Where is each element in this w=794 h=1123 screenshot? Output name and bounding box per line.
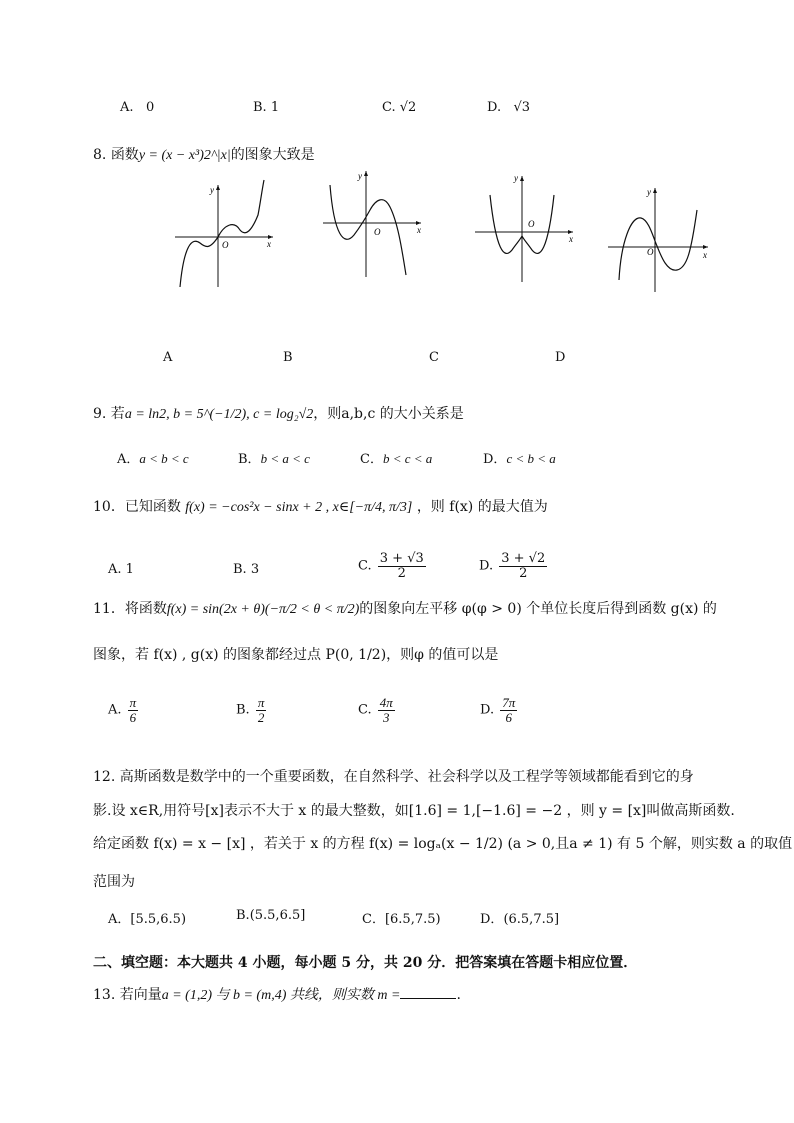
q10-stem — [93, 496, 548, 516]
graph-b — [318, 165, 428, 280]
axis-label-y: y — [647, 187, 651, 197]
curve — [619, 210, 697, 280]
option-value: (6.5,7.5] — [503, 912, 560, 927]
stem-text: 图象，若 f(x) , g(x) 的图象都经过点 P(0, 1/2) — [93, 647, 387, 663]
option-value: √2 — [399, 100, 417, 115]
y-arrow — [520, 176, 524, 181]
numerator: 4π — [379, 695, 393, 710]
q10-option-a: A. 1 — [108, 562, 134, 577]
q9-formula: a = ln2, b = 5^(−1/2), c = log₂√2 — [124, 407, 314, 422]
option-label: D． — [483, 452, 507, 467]
option-label: B. — [236, 908, 250, 923]
q11-option-c — [358, 696, 397, 724]
fraction — [378, 696, 395, 724]
axis-label-x: x — [569, 234, 573, 244]
option-label: A． — [108, 912, 131, 927]
q10-option-b: B. 3 — [233, 562, 260, 577]
denominator: 3 — [383, 709, 390, 725]
numerator: π — [257, 695, 265, 710]
numerator: 7π — [502, 695, 516, 710]
q9-option-b — [238, 448, 310, 467]
q11-stem-line2 — [93, 644, 498, 664]
curve — [180, 180, 264, 287]
x-arrow — [703, 245, 708, 249]
option-label: D. — [487, 100, 502, 115]
fraction — [256, 696, 267, 724]
option-label: D. — [479, 558, 494, 574]
curve — [330, 185, 406, 275]
origin-label: O — [374, 227, 381, 237]
denominator: 6 — [505, 709, 512, 725]
section-heading: 二、填空题：本大题共 4 小题，每小题 5 分，共 20 分．把答案填在答题卡相应位置． — [93, 955, 638, 971]
denominator: 2 — [257, 709, 265, 725]
option-value: b < c < a — [382, 451, 433, 466]
graph-a — [170, 175, 280, 290]
option-value: 1 — [270, 100, 280, 115]
q9-option-c — [360, 448, 432, 467]
option-value: b < a < c — [260, 451, 310, 466]
denominator: 6 — [129, 709, 137, 725]
question-number: 8. — [93, 147, 107, 163]
y-arrow — [653, 188, 657, 193]
stem-text: ，则a,b,c 的大小关系是 — [313, 406, 464, 422]
option-value: a < b < c — [139, 451, 189, 466]
q7-option-c — [382, 100, 416, 115]
origin-label: O — [222, 240, 229, 250]
numerator: 3 + √3 — [379, 551, 424, 566]
stem-text: 的图象大致是 — [230, 147, 315, 163]
origin-label: O — [647, 247, 654, 257]
q8-stem — [93, 144, 315, 164]
q12-line3: 给定函数 f(x) = x − [x] ，若关于 x 的方程 f(x) = logₐ(x − 1/2) (a > 0,且a ≠ 1) 有 5 个解，则实数 a 的取值 — [93, 836, 793, 852]
q11-option-d — [480, 696, 519, 724]
q12-option-a — [108, 908, 186, 927]
answer-blank[interactable] — [400, 986, 456, 999]
question-number: 11．将函数 — [93, 601, 167, 617]
stem-text: 的图象向左平移 φ(φ > 0) 个单位长度后得到函数 g(x) 的 — [359, 601, 717, 617]
q13-stem — [93, 984, 461, 1004]
stem-text: . — [456, 987, 461, 1003]
option-label: A. — [120, 100, 134, 115]
q9-stem — [93, 403, 464, 423]
option-value: 0 — [145, 100, 155, 115]
option-label: C. — [382, 100, 396, 115]
denominator: 2 — [397, 565, 406, 581]
fraction — [499, 552, 547, 580]
option-label: C. — [358, 558, 372, 574]
q12-line4: 范围为 — [93, 874, 135, 890]
graph-label-a: A — [163, 350, 173, 365]
q10-option-d — [479, 552, 549, 580]
denominator: 2 — [519, 565, 528, 581]
option-value: [5.5,6.5) — [130, 912, 187, 927]
axis-label-y: y — [514, 173, 518, 183]
stem-text: ，则φ 的值可以是 — [386, 647, 499, 663]
q13-formula: a = (1,2) 与 b = (m,4) 共线，则实数 m = — [161, 988, 401, 1003]
fraction — [378, 552, 426, 580]
option-value: c < b < a — [506, 451, 556, 466]
option-label: B. — [236, 702, 250, 718]
y-arrow — [216, 185, 220, 190]
stem-text: 函数 — [110, 147, 139, 163]
y-arrow — [364, 171, 368, 176]
graph-label-c: C — [429, 350, 439, 365]
q11-stem-line1 — [93, 598, 717, 618]
stem-text: ，则 f(x) 的最大值为 — [416, 499, 548, 515]
fraction — [500, 696, 517, 724]
q9-option-a — [117, 448, 189, 467]
q9-option-d — [483, 448, 556, 467]
graph-label-d: D — [555, 350, 566, 365]
option-value: [6.5,7.5) — [384, 912, 441, 927]
q8-formula: y = (x − x³)2^|x| — [138, 148, 231, 163]
option-label: B. — [253, 100, 267, 115]
q11-option-a — [108, 696, 140, 724]
q7-option-d — [487, 100, 530, 115]
origin-label: O — [528, 219, 535, 229]
q12-option-b — [236, 908, 305, 923]
axis-label-y: y — [358, 171, 362, 181]
question-number: 13. 若向量 — [93, 987, 162, 1003]
axis-label-x: x — [267, 239, 271, 249]
option-label: C. — [358, 702, 372, 718]
question-number: 9. 若 — [93, 406, 125, 422]
graph-d — [603, 182, 715, 297]
option-label: B． — [238, 452, 261, 467]
option-label: C． — [362, 912, 385, 927]
option-label: A． — [117, 452, 140, 467]
option-label: D． — [480, 912, 504, 927]
q10-option-c — [358, 552, 428, 580]
q12-option-d — [480, 908, 559, 927]
axis-label-x: x — [417, 225, 421, 235]
q11-option-b — [236, 696, 268, 724]
q7-option-b — [253, 100, 279, 115]
option-label: D. — [480, 702, 495, 718]
question-number: 10．已知函数 — [93, 499, 181, 515]
numerator: 3 + √2 — [501, 551, 546, 566]
q12-option-c — [362, 908, 441, 927]
graph-label-b: B — [283, 350, 293, 365]
option-label: C． — [360, 452, 383, 467]
option-label: A. — [108, 702, 122, 718]
q7-option-a — [120, 100, 154, 115]
numerator: π — [129, 695, 137, 710]
q10-formula: f(x) = −cos²x − sinx + 2 , x∈[−π/4, π/3] — [185, 500, 413, 515]
axis-label-y: y — [210, 185, 214, 195]
axis-label-x: x — [703, 250, 707, 260]
option-value: √3 — [513, 100, 531, 115]
q12-line1: 12. 高斯函数是数学中的一个重要函数，在自然科学、社会科学以及工程学等领域都能看到它的身 — [93, 769, 694, 785]
option-value: (5.5,6.5] — [249, 908, 306, 923]
q11-formula: f(x) = sin(2x + θ)(−π/2 < θ < π/2) — [166, 602, 360, 617]
graph-c — [470, 170, 580, 285]
fraction — [128, 696, 139, 724]
q12-line2: 影.设 x∈R,用符号[x]表示不大于 x 的最大整数，如[1.6] = 1,[−1.6] = −2 ，则 y = [x]叫做高斯函数. — [93, 803, 735, 819]
